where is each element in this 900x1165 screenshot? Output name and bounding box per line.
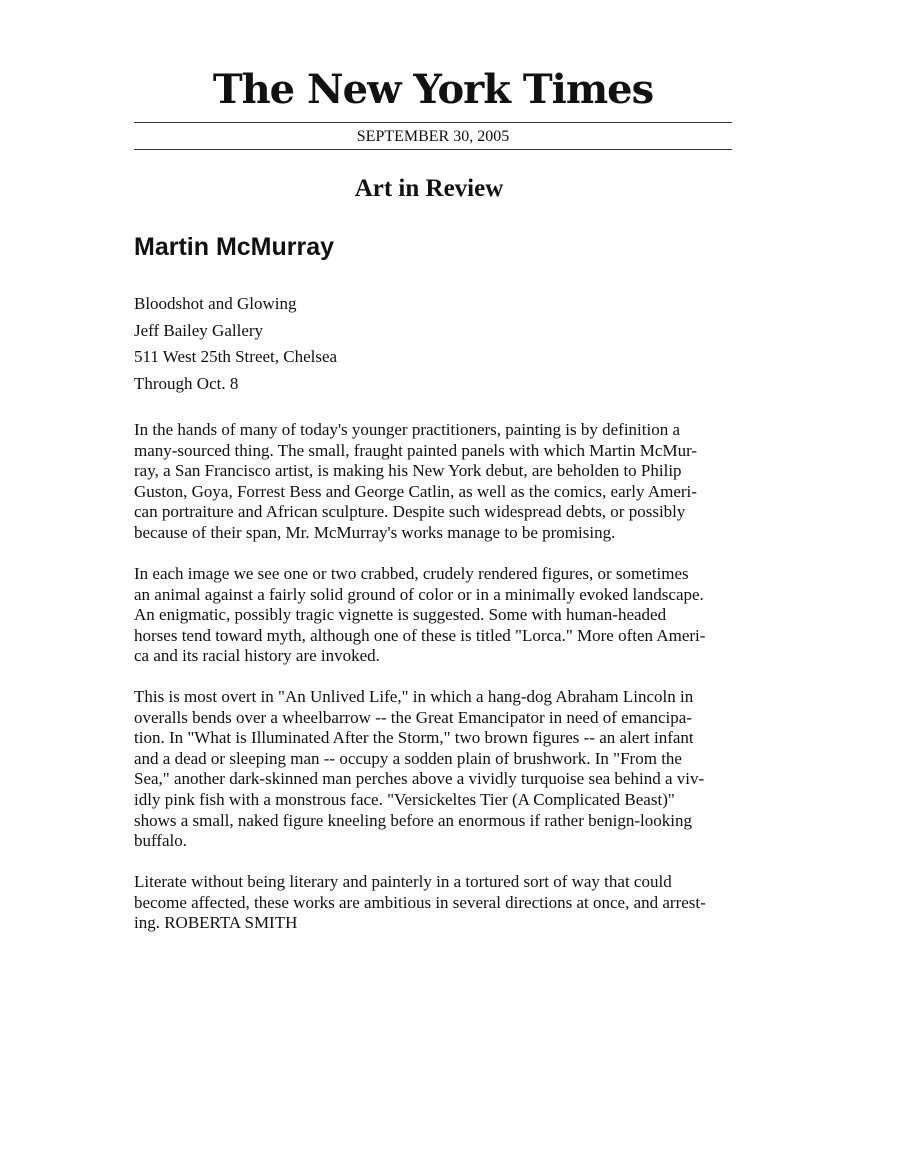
exhibition-dates: Through Oct. 8 (134, 374, 239, 394)
text-line: because of their span, Mr. McMurray's works manage to be promising. (134, 522, 616, 542)
article-paragraph (134, 420, 774, 544)
publication-date: SEPTEMBER 30, 2005 (356, 128, 510, 145)
text-line: In the hands of many of today's younger practitioners, painting is by definition a (134, 420, 681, 439)
text-line: buffalo. (134, 831, 188, 851)
text-line: In each image we see one or two crabbed, crudely rendered figures, or sometimes (134, 564, 689, 583)
text-line: Guston, Goya, Forrest Bess and George Catlin, as well as the comics, early Ameri- (134, 481, 697, 501)
article-headline: Martin McMurray (134, 233, 335, 261)
text-line: idly pink fish with a monstrous face. "Versickeltes Tier (A Complicated Beast)" (134, 789, 675, 809)
text-line: This is most overt in "An Unlived Life," in which a hang-dog Abraham Lincoln in (134, 687, 694, 706)
text-line: can portraiture and African sculpture. Despite such widespread debts, or possibly (134, 502, 686, 522)
text-line: shows a small, naked figure kneeling before an enormous if rather benign-looking (134, 810, 693, 830)
text-line: become affected, these works are ambitious in several directions at once, and arrest- (134, 892, 706, 912)
text-line: An enigmatic, possibly tragic vignette is suggested. Some with human-headed (134, 605, 667, 625)
article-paragraph (134, 564, 774, 667)
text-line: an animal against a fairly solid ground of color or in a minimally evoked landscape. (134, 584, 704, 604)
text-line: many-sourced thing. The small, fraught painted panels with which Martin McMur- (134, 440, 698, 460)
masthead-rule-bottom (134, 149, 732, 150)
text-line: ca and its racial history are invoked. (134, 646, 380, 666)
masthead-rule-top (134, 122, 732, 123)
gallery-address: 511 West 25th Street, Chelsea (134, 347, 338, 367)
text-line: overalls bends over a wheelbarrow -- the Great Emancipator in need of emancipa- (134, 707, 692, 727)
text-line: tion. In "What is Illuminated After the Storm," two brown figures -- an alert infant (134, 728, 694, 748)
article-paragraph (134, 687, 774, 852)
text-line: ray, a San Francisco artist, is making his New York debut, are beholden to Philip (134, 461, 682, 481)
text-line: horses tend toward myth, although one of these is titled "Lorca." More often Ameri- (134, 625, 706, 645)
section-title: Art in Review (354, 175, 504, 202)
text-line: ing. ROBERTA SMITH (134, 913, 298, 933)
newspaper-logo: The New York Times (212, 66, 654, 113)
text-line: Literate without being literary and painterly in a tortured sort of way that could (134, 872, 672, 891)
gallery-name: Jeff Bailey Gallery (134, 320, 264, 340)
article-paragraph (134, 872, 774, 934)
text-line: Sea," another dark-skinned man perches above a vividly turquoise sea behind a viv- (134, 769, 705, 789)
exhibition-title: Bloodshot and Glowing (134, 294, 297, 313)
exhibition-info (134, 291, 337, 398)
text-line: and a dead or sleeping man -- occupy a sodden plain of brushwork. In "From the (134, 748, 682, 768)
